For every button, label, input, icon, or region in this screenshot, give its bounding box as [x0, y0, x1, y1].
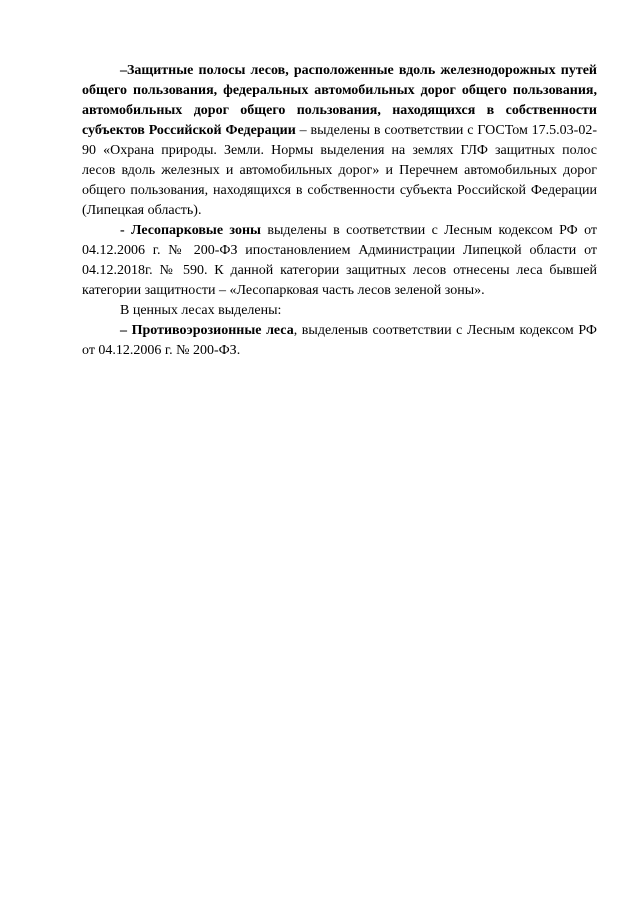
paragraph-heading: - Лесопарковые зоны: [120, 223, 261, 238]
paragraph-valuable-forests-intro: [82, 301, 597, 321]
paragraph-text: , выделеныв соответствии с Лесным кодексом РФ от 04.12.2006 г. № 200-ФЗ.: [82, 323, 597, 358]
paragraph-heading: – Противоэрозионные леса: [120, 323, 294, 338]
paragraph-forest-park-zones: [82, 221, 597, 301]
paragraph-anti-erosion-forests: [82, 321, 597, 361]
paragraph-text: В ценных лесах выделены:: [120, 303, 282, 318]
paragraph-text: выделены в соответствии с Лесным кодексом РФ от 04.12.2006 г. № 200-ФЗ ипостановлением Администрации Липецкой области от 04.12.2018г. № 590. К данной категории защитных лесов отнесены леса бывшей категории защитности – «Лесопарковая часть лесов зеленой зоны».: [82, 223, 598, 298]
paragraph-protective-strips: [82, 61, 597, 221]
paragraph-heading: –Защитные полосы лесов, расположенные вдоль железнодорожных путей общего пользования, федеральных автомобильных дорог общего пользования, автомобильных дорог общего пользования, находящихся в собственности субъектов Российской Федерации: [82, 63, 597, 138]
paragraph-text: – выделены в соответствии с ГОСТом 17.5.03-02-90 «Охрана природы. Земли. Нормы выделения на землях ГЛФ защитных полос лесов вдоль железных и автомобильных дорог» и Перечнем автомобильных дорог общего пользования, находящихся в собственности субъекта Российской Федерации (Липецкая область).: [82, 123, 597, 218]
document-page: [82, 61, 597, 361]
